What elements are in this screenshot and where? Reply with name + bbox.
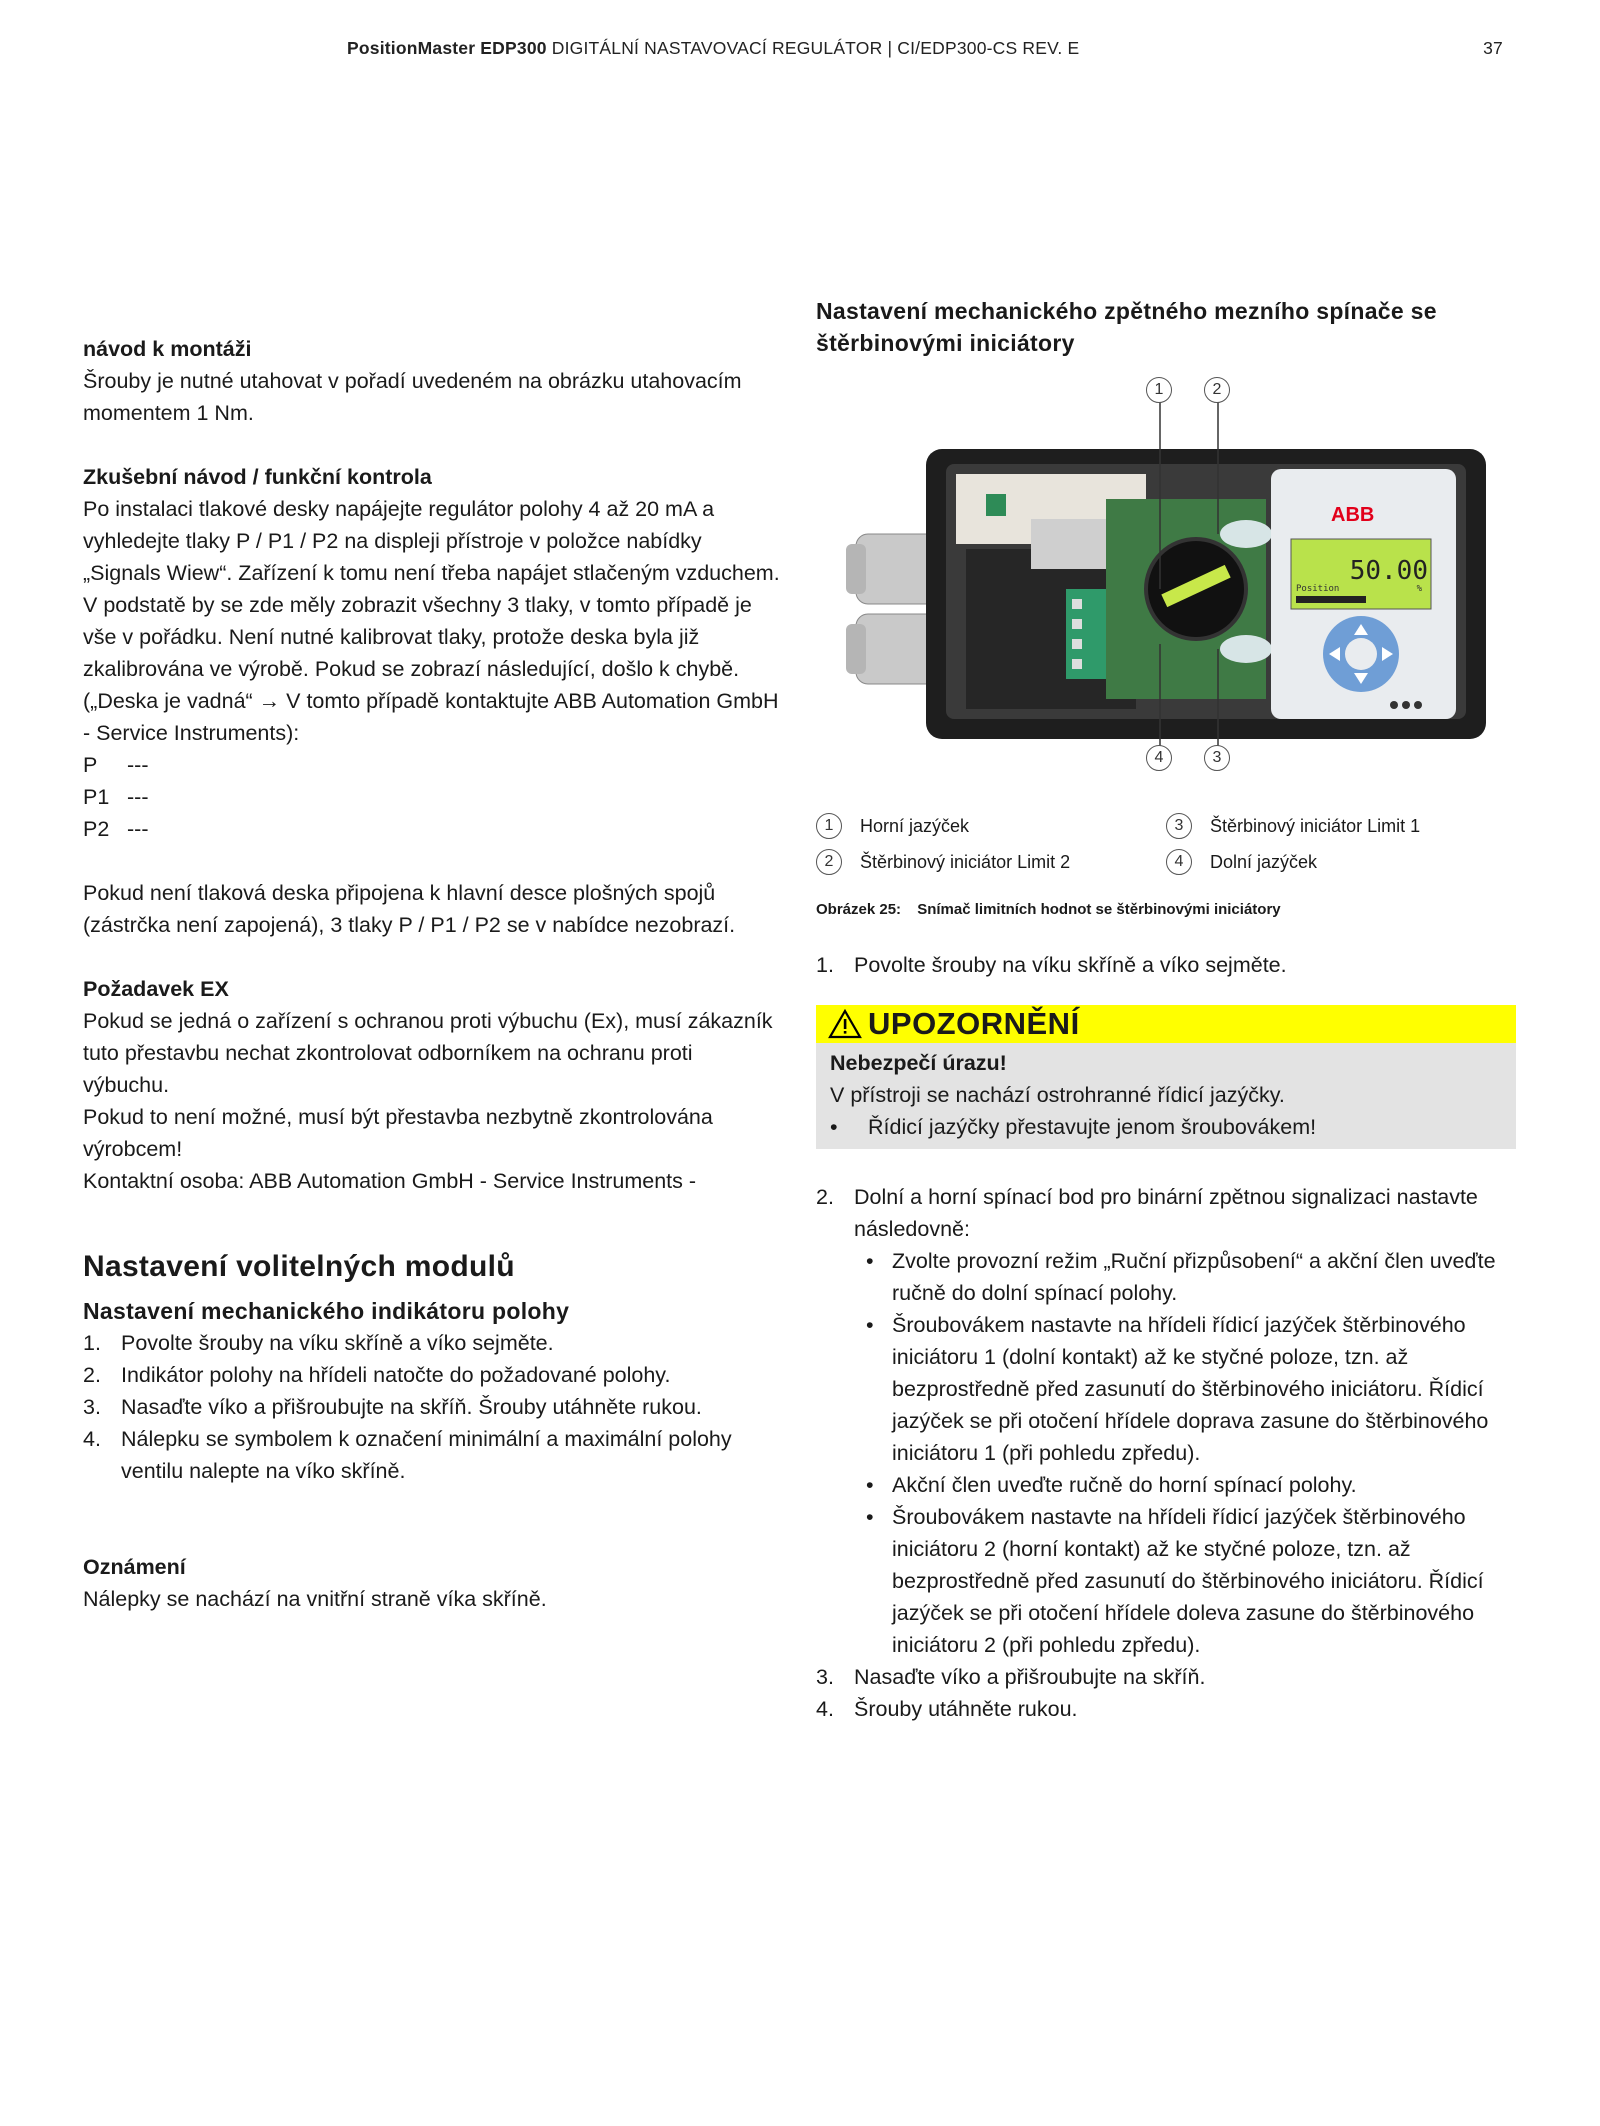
- warning-body: [816, 1043, 1516, 1149]
- list-item: • Řídicí jazýčky přestavujte jenom šroubovákem!: [830, 1115, 1317, 1139]
- ex-text-1: Pokud se jedná o zařízení s ochranou proti výbuchu (Ex), musí zákazník tuto přestavbu nechat zkontrolovat odborníkem na ochranu proti výbuchu.: [83, 1009, 773, 1097]
- pressure-value: ---: [127, 753, 149, 777]
- pressure-label: P1: [83, 785, 110, 809]
- steps-2-4: [816, 1181, 1516, 1725]
- pressure-value: ---: [127, 785, 149, 809]
- caption-text: Snímač limitních hodnot se štěrbinovými iniciátory: [917, 901, 1281, 918]
- list-item: 3. Nasaďte víko a přišroubujte na skříň. Šrouby utáhněte rukou.: [83, 1395, 702, 1419]
- limit-switch-heading: Nastavení mechanického zpětného mezního spínače se štěrbinovými iniciátory: [816, 298, 1437, 356]
- lcd-value: 50.00: [1349, 556, 1428, 586]
- test-text: Po instalaci tlakové desky napájejte regulátor polohy 4 až 20 mA a vyhledejte tlaky P / P1 / P2 na displeji přístroje v položce nabídky „Signals Wiew“. Zařízení k tomu není třeba napájet stlačeným vzduchem. V podstatě by se zde měly zobrazit všechny 3 tlaky, v tomto případě je vše v pořádku. Není nutné kalibrovat tlaky, protože deska byla již zkalibrována ve výrobě. Pokud se zobrazí následující, došlo k chybě. („Deska je vadná“ → V tomto případě kontaktujte ABB Automation GmbH - Service Instruments):: [83, 497, 780, 745]
- list-item: 2. Dolní a horní spínací bod pro binární zpětnou signalizaci nastavte následovně: • Zvolte provozní režim „Ruční přizpůsobení“ a akční člen uveďte ručně do dolní spínací polohy. • Šroubovákem nastavte na hřídeli řídicí jazýček štěrbinového iniciátoru 1 (dolní kontakt) až ke styčné poloze, tzn. až bezprostředně před zasunutí do štěrbinového iniciátoru. Řídicí jazýček se při otočení hřídele doprava zasune do štěrbinového iniciátoru 1 (při pohledu zpředu). • Akční člen uveďte ručně do horní spínací polohy. • Šroubovákem nastavte na hřídeli řídicí jazýček štěrbinového iniciátoru 2 (horní kontakt) až ke styčné poloze, tzn. až bezprostředně před zasunutí do štěrbinového iniciátoru. Řídicí jazýček se při otočení hřídele doleva zasune do štěrbinového iniciátoru 2 (při pohledu zpředu).: [816, 1181, 1516, 1661]
- list-item: • Šroubovákem nastavte na hřídeli řídicí jazýček štěrbinového iniciátoru 1 (dolní kontakt) až ke styčné poloze, tzn. až bezprostředně před zasunutí do štěrbinového iniciátoru. Řídicí jazýček se při otočení hřídele doprava zasune do štěrbinového iniciátoru 1 (při pohledu zpředu).: [866, 1313, 1489, 1465]
- pressure-label: P: [83, 753, 98, 777]
- device-photo: [816, 379, 1516, 799]
- step-2-bullets: [854, 1245, 1516, 1661]
- callout-3: 3: [1204, 745, 1230, 771]
- ex-section: [83, 973, 783, 1197]
- header-subtitle: DIGITÁLNÍ NASTAVOVACÍ REGULÁTOR | CI/EDP300-CS REV. E: [551, 38, 1080, 58]
- ex-text-2: Pokud to není možné, musí být přestavba nezbytně zkontrolována výrobcem!: [83, 1105, 713, 1161]
- lcd-label: Position: [1296, 584, 1340, 594]
- slot-initiator-1: [1220, 520, 1272, 548]
- mounting-section: [83, 333, 783, 429]
- pressure-label: P2: [83, 817, 110, 841]
- legend-item: 1 Horní jazýček: [816, 811, 1166, 841]
- keypad: [1323, 616, 1399, 692]
- lcd-unit: %: [1416, 584, 1422, 594]
- warning-box: [816, 1005, 1516, 1149]
- list-item: 4. Nálepku se symbolem k označení minimální a maximální polohy ventilu nalepte na víko skříně.: [83, 1427, 732, 1483]
- warning-title: UPOZORNĚNÍ: [868, 1006, 1080, 1041]
- left-column: [83, 333, 783, 1615]
- warning-header: [816, 1005, 1516, 1043]
- pressure-row: [83, 749, 783, 781]
- list-item: • Zvolte provozní režim „Ruční přizpůsobení“ a akční člen uveďte ručně do dolní spínací polohy.: [866, 1249, 1496, 1305]
- notice-section: [83, 1551, 783, 1615]
- notice-text: Nálepky se nachází na vnitřní straně víka skříně.: [83, 1587, 547, 1611]
- header-title: [347, 38, 1079, 59]
- list-item: 4. Šrouby utáhněte rukou.: [816, 1697, 1078, 1721]
- terminal-block: [1066, 589, 1106, 679]
- legend-item: 2 Štěrbinový iniciátor Limit 2: [816, 847, 1166, 877]
- test-section: [83, 461, 783, 845]
- mounting-text: Šrouby je nutné utahovat v pořadí uvedeném na obrázku utahovacím momentem 1 Nm.: [83, 369, 742, 425]
- callout-2: 2: [1204, 377, 1230, 403]
- device-figure: [816, 379, 1516, 799]
- step-1: [816, 949, 1516, 981]
- mounting-heading: návod k montáži: [83, 337, 252, 361]
- warning-icon: [828, 1009, 862, 1039]
- list-item: • Akční člen uveďte ručně do horní spínací polohy.: [866, 1473, 1357, 1497]
- right-column: [816, 295, 1516, 1725]
- options-heading: Nastavení volitelných modulů: [83, 1250, 515, 1283]
- list-item: • Šroubovákem nastavte na hřídeli řídicí jazýček štěrbinového iniciátoru 2 (horní kontakt) až ke styčné poloze, tzn. až bezprostředně před zasunutí do štěrbinového iniciátoru. Řídicí jazýček se při otočení hřídele doleva zasune do štěrbinového iniciátoru 2 (při pohledu zpředu).: [866, 1505, 1484, 1657]
- notice-heading: Oznámení: [83, 1555, 186, 1579]
- list-item: 3. Nasaďte víko a přišroubujte na skříň.: [816, 1665, 1206, 1689]
- ex-heading: Požadavek EX: [83, 977, 229, 1001]
- ex-text-3: Kontaktní osoba: ABB Automation GmbH - Service Instruments -: [83, 1169, 697, 1193]
- list-item: 1. Povolte šrouby na víku skříně a víko sejměte.: [83, 1331, 554, 1355]
- pressure-row: [83, 813, 783, 845]
- warning-text: V přístroji se nachází ostrohranné řídicí jazýčky.: [830, 1083, 1285, 1107]
- callout-4: 4: [1146, 745, 1172, 771]
- caption-label: Obrázek 25:: [816, 901, 902, 918]
- header-brand: PositionMaster EDP300: [347, 38, 547, 58]
- lcd-bar: [1296, 596, 1366, 603]
- warning-bullets: [830, 1111, 1502, 1143]
- figure-caption: [816, 899, 1516, 921]
- list-item: 2. Indikátor polohy na hřídeli natočte do požadované polohy.: [83, 1363, 671, 1387]
- plug-note-section: [83, 877, 783, 941]
- legend-item: 3 Štěrbinový iniciátor Limit 1: [1166, 811, 1516, 841]
- figure-legend: [816, 811, 1516, 877]
- abb-logo: ABB: [1331, 504, 1375, 526]
- options-subheading: Nastavení mechanického indikátoru polohy: [83, 1298, 570, 1324]
- options-steps: [83, 1327, 783, 1487]
- pressure-value: ---: [127, 817, 149, 841]
- warning-subtitle: Nebezpečí úrazu!: [830, 1051, 1007, 1075]
- pressure-row: [83, 781, 783, 813]
- list-item: 1. Povolte šrouby na víku skříně a víko sejměte.: [816, 953, 1287, 977]
- test-heading: Zkušební návod / funkční kontrola: [83, 465, 432, 489]
- legend-item: 4 Dolní jazýček: [1166, 847, 1516, 877]
- slot-initiator-2: [1220, 635, 1272, 663]
- page-number: 37: [1483, 38, 1503, 58]
- plug-note-text: Pokud není tlaková deska připojena k hlavní desce plošných spojů (zástrčka není zapojená), 3 tlaky P / P1 / P2 se v nabídce nezobrazí.: [83, 881, 736, 937]
- callout-1: 1: [1146, 377, 1172, 403]
